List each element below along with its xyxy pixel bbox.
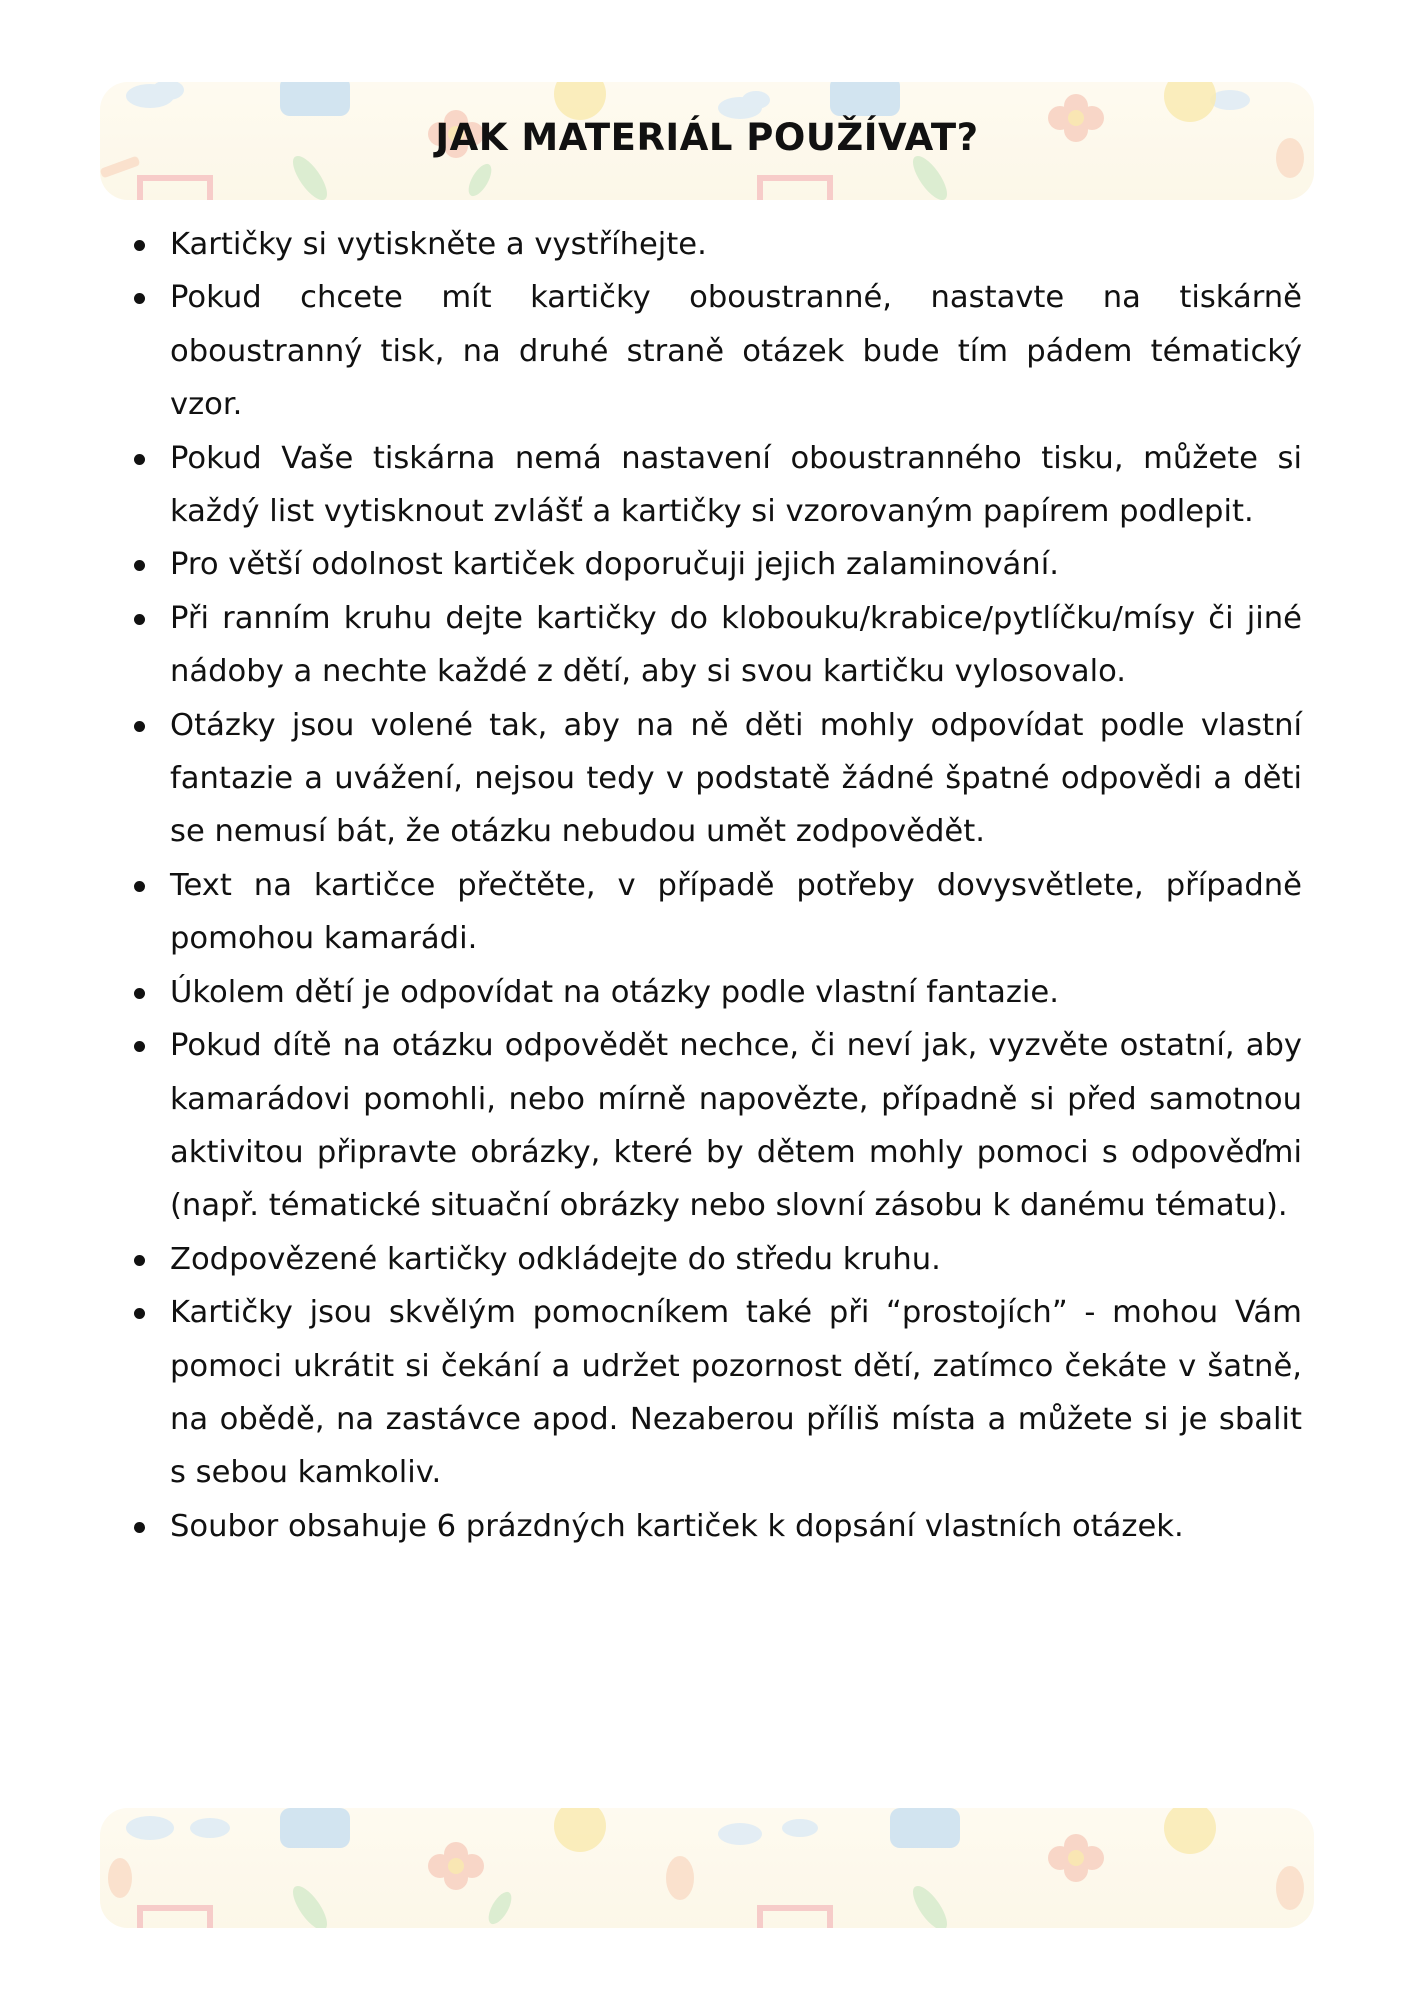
list-item: Pro větší odolnost kartiček doporučuji jejich zalaminování.: [130, 538, 1302, 591]
list-item: Při ranním kruhu dejte kartičky do klobouku/krabice/pytlíčku/mísy či jiné nádoby a nechte každé z dětí, aby si svou kartičku vylosovalo.: [130, 592, 1302, 699]
bullet-icon: [134, 454, 145, 465]
bullet-icon: [134, 1255, 145, 1266]
list-item: Soubor obsahuje 6 prázdných kartiček k dopsání vlastních otázek.: [130, 1500, 1302, 1553]
list-item: Pokud dítě na otázku odpovědět nechce, či neví jak, vyzvěte ostatní, aby kamarádovi pomohli, nebo mírně napovězte, případně si před samotnou aktivitou připravte obrázky, které by dětem mohly pomoci s odpověďmi (např. tématické situační obrázky nebo slovní zásobu k danému tématu).: [130, 1019, 1302, 1233]
header-banner: [100, 82, 1314, 200]
bullet-icon: [134, 881, 145, 892]
footer-banner: [100, 1808, 1314, 1928]
list-item: Kartičky si vytiskněte a vystříhejte.: [130, 218, 1302, 271]
bullet-icon: [134, 240, 145, 251]
bullet-icon: [134, 614, 145, 625]
list-item: Pokud chcete mít kartičky oboustranné, nastavte na tiskárně oboustranný tisk, na druhé straně otázek bude tím pádem tématický vzor.: [130, 271, 1302, 431]
list-item: Úkolem dětí je odpovídat na otázky podle vlastní fantazie.: [130, 966, 1302, 1019]
list-item: Kartičky jsou skvělým pomocníkem také při “prostojích” - mohou Vám pomoci ukrátit si čekání a udržet pozornost dětí, zatímco čekáte v šatně, na obědě, na zastávce apod. Nezaberou příliš místa a můžete si je sbalit s sebou kamkoliv.: [130, 1286, 1302, 1500]
banner-fade: [100, 1808, 1314, 1928]
list-item: Zodpovězené kartičky odkládejte do středu kruhu.: [130, 1233, 1302, 1286]
list-item: Otázky jsou volené tak, aby na ně děti mohly odpovídat podle vlastní fantazie a uvážení, nejsou tedy v podstatě žádné špatné odpovědi a děti se nemusí bát, že otázku nebudou umět zodpovědět.: [130, 699, 1302, 859]
bullet-icon: [134, 1041, 145, 1052]
instruction-list: [130, 218, 1302, 1553]
bullet-icon: [134, 988, 145, 999]
page-title: JAK MATERIÁL POUŽÍVAT?: [435, 116, 979, 159]
bullet-icon: [134, 1522, 145, 1533]
bullet-icon: [134, 721, 145, 732]
list-item: Text na kartičce přečtěte, v případě potřeby dovysvětlete, případně pomohou kamarádi.: [130, 859, 1302, 966]
bullet-icon: [134, 293, 145, 304]
bullet-icon: [134, 560, 145, 571]
bullet-icon: [134, 1308, 145, 1319]
list-item: Pokud Vaše tiskárna nemá nastavení oboustranného tisku, můžete si každý list vytisknout zvlášť a kartičky si vzorovaným papírem podlepit.: [130, 432, 1302, 539]
